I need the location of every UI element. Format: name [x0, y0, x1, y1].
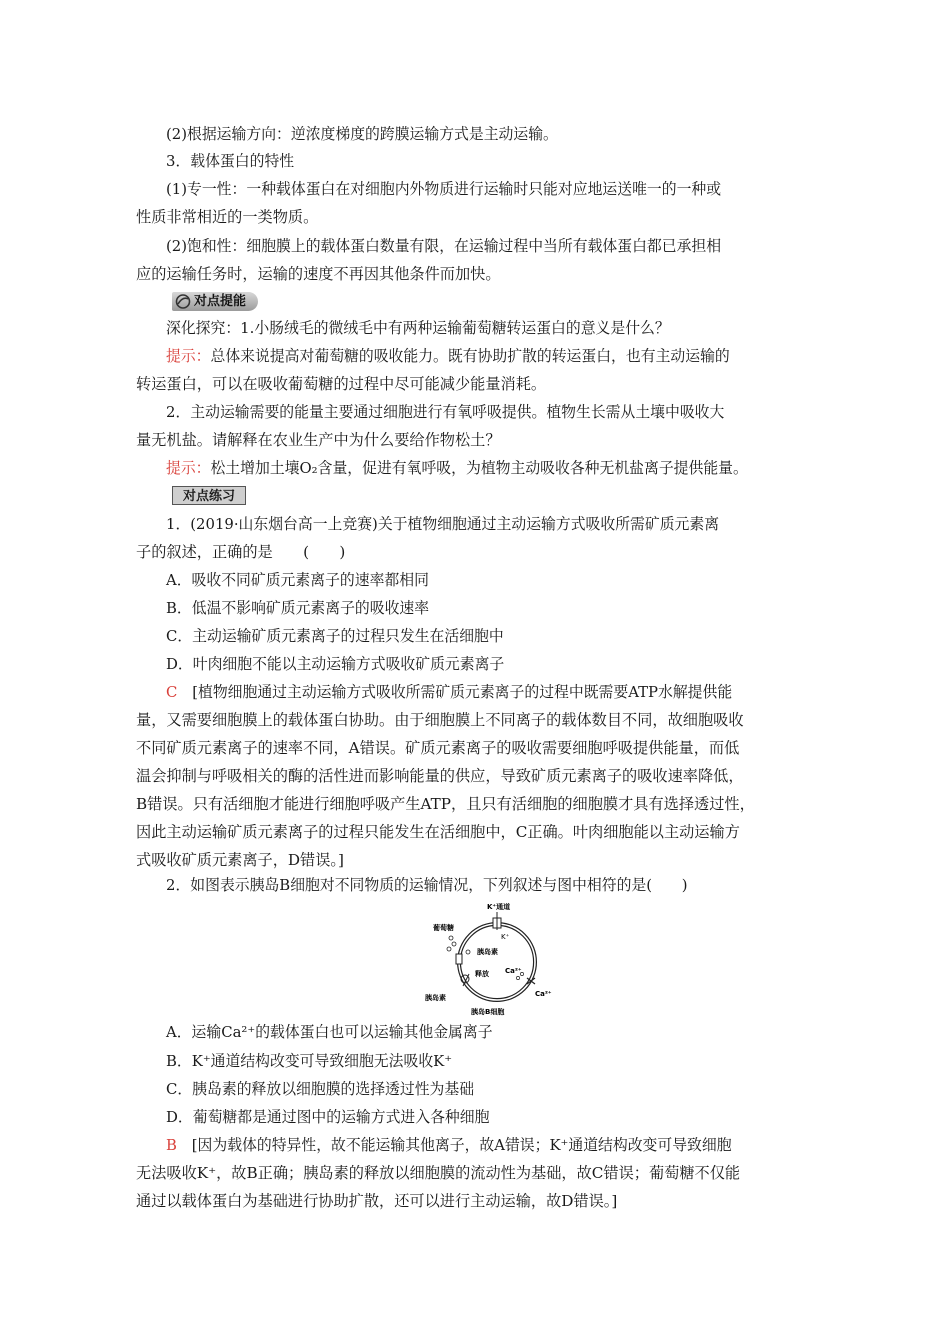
para-saturation-1: (2)饱和性：细胞膜上的载体蛋白数量有限，在运输过程中当所有载体蛋白都已承担相 — [166, 237, 722, 255]
ca-inside-label: Ca²⁺ — [505, 967, 522, 975]
hint-1-line-1 — [166, 346, 840, 366]
k-channel-label: K⁺通道 — [487, 903, 511, 911]
question-2-option-d: D．葡萄糖都是通过图中的运输方式进入各种细胞 — [166, 1108, 490, 1126]
para-specificity-2: 性质非常相近的一类物质。 — [136, 208, 319, 226]
answer-1-text: [植物细胞通过主动运输方式吸收所需矿质元素离子的过程中既需要ATP水解提供能 — [192, 683, 733, 701]
hint-label: 提示： — [166, 459, 211, 477]
answer-2-line-3: 通过以载体蛋白为基础进行协助扩散，还可以进行主动运输，故D错误。] — [136, 1192, 618, 1210]
answer-1-line-3: 不同矿质元素离子的速率不同，A错误。矿质元素离子的吸收需要细胞呼吸提供能量，而低 — [136, 739, 740, 757]
hint-1-text: 总体来说提高对葡萄糖的吸收能力。既有协助扩散的转运蛋白，也有主动运输的 — [210, 347, 730, 365]
hint-label: 提示： — [166, 347, 211, 365]
answer-2-text: [因为载体的特异性，故不能运输其他离子，故A错误；K⁺通道结构改变可导致细胞 — [191, 1136, 732, 1154]
question-2-option-b: B．K⁺通道结构改变可导致细胞无法吸收K⁺ — [166, 1052, 453, 1070]
question-1-stem-2: 子的叙述，正确的是 ( ) — [136, 543, 346, 561]
insulin-inside-label: 胰岛素 — [477, 948, 498, 956]
section-tag-tidian — [172, 292, 258, 311]
question-2-option-a: A．运输Ca²⁺的载体蛋白也可以运输其他金属离子 — [166, 1023, 493, 1041]
glucose-molecule — [447, 947, 451, 951]
cell-label: 胰岛B细胞 — [471, 1008, 505, 1016]
answer-letter: C — [166, 683, 178, 701]
question-1-option-c: C．主动运输矿质元素离子的过程只发生在活细胞中 — [166, 627, 504, 645]
para-specificity-1: (1)专一性：一种载体蛋白在对细胞内外物质进行运输时只能对应地运送唯一的一种或 — [166, 180, 722, 198]
glucose-molecule — [466, 950, 470, 954]
question-2-stem: 2．如图表示胰岛B细胞对不同物质的运输情况，下列叙述与图中相符的是( ) — [166, 876, 688, 894]
question-1-stem-1: 1．(2019·山东烟台高一上竞赛)关于植物细胞通过主动运输方式吸收所需矿质元素离 — [166, 515, 720, 533]
answer-2-line-2: 无法吸收K⁺，故B正确；胰岛素的释放以细胞膜的流动性为基础，故C错误；葡萄糖不仅能 — [136, 1164, 741, 1182]
section-tag-tidian-label: 对点提能 — [194, 294, 247, 309]
swirl-icon — [175, 294, 191, 309]
answer-2-line-1 — [166, 1135, 840, 1155]
glucose-molecule — [452, 942, 456, 946]
islet-b-cell-figure — [423, 900, 557, 1018]
glucose-carrier — [456, 954, 462, 964]
cell-membrane-inner — [459, 924, 535, 1000]
hint-2-line — [166, 458, 840, 478]
answer-letter: B — [166, 1136, 177, 1154]
answer-1-line-2: 量，又需要细胞膜上的载体蛋白协助。由于细胞膜上不同离子的载体数目不同，故细胞吸收 — [136, 711, 744, 729]
insulin-outside-label: 胰岛素 — [425, 994, 446, 1002]
heading-carrier-properties: 3．载体蛋白的特性 — [166, 152, 295, 170]
answer-1-line-5: B错误。只有活细胞才能进行细胞呼吸产生ATP，且只有活细胞的细胞膜才具有选择透过性， — [136, 795, 755, 813]
answer-1-line-1 — [166, 682, 840, 702]
glucose-label: 葡萄糖 — [433, 924, 454, 932]
answer-1-line-6: 因此主动运输矿质元素离子的过程只能发生在活细胞中，C正确。叶肉细胞能以主动运输方 — [136, 823, 740, 841]
deep-inquiry-question-2-line-1: 2．主动运输需要的能量主要通过细胞进行有氧呼吸提供。植物生长需从土壤中吸收大 — [166, 403, 725, 421]
hint-1-line-2: 转运蛋白，可以在吸收葡萄糖的过程中尽可能减少能量消耗。 — [136, 375, 547, 393]
ca-outside-label: Ca²⁺ — [535, 990, 552, 998]
release-label: 释放 — [475, 970, 489, 978]
answer-1-line-4: 温会抑制与呼吸相关的酶的活性进而影响能量的供应，导致矿质元素离子的吸收速率降低， — [136, 767, 744, 785]
section-tag-lianxi: 对点练习 — [172, 486, 246, 505]
deep-inquiry-question-2-line-2: 量无机盐。请解释在农业生产中为什么要给作物松土？ — [136, 431, 501, 449]
deep-inquiry-question-1: 深化探究：1.小肠绒毛的微绒毛中有两种运输葡萄糖转运蛋白的意义是什么？ — [166, 319, 670, 337]
ca-ion — [516, 976, 519, 979]
para-transport-direction: (2)根据运输方向：逆浓度梯度的跨膜运输方式是主动运输。 — [166, 125, 558, 143]
question-1-option-a: A．吸收不同矿质元素离子的速率都相同 — [166, 571, 429, 589]
para-saturation-2: 应的运输任务时，运输的速度不再因其他条件而加快。 — [136, 265, 501, 283]
question-2-option-c: C．胰岛素的释放以细胞膜的选择透过性为基础 — [166, 1080, 475, 1098]
question-1-option-b: B．低温不影响矿质元素离子的吸收速率 — [166, 599, 430, 617]
hint-2-text: 松土增加土壤O₂含量，促进有氧呼吸，为植物主动吸收各种无机盐离子提供能量。 — [210, 459, 748, 477]
glucose-molecule — [449, 936, 453, 940]
k-ion-label: K⁺ — [501, 933, 510, 941]
answer-1-line-7: 式吸收矿质元素离子，D错误。] — [136, 851, 344, 869]
question-1-option-d: D．叶肉细胞不能以主动运输方式吸收矿质元素离子 — [166, 655, 505, 673]
